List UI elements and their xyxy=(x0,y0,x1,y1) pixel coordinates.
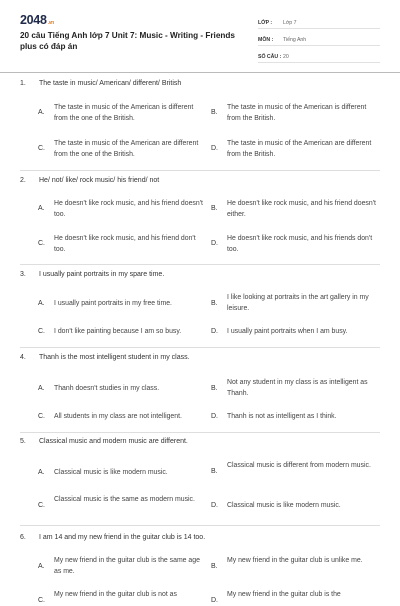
divider xyxy=(20,347,380,348)
worksheet-page: 2048.vn 20 câu Tiếng Anh lớp 7 Unit 7: Music - Writing - Friends plus có đáp án LỚP : Lớp 7 MÔN : Tiếng Anh SỐ CÂU : 20 1. The taste in music/ American/ different/ British A. The taste in music of the American is different from the one of the British. B. The taste in music of the American is different from the British. C. The taste in music of the American are different from the one of the British. D. The taste in music of the American are different from the British. 2. He/ not/ like/ rock music/ his friend/ not A. He doesn't like rock music, and his friend doesn't too. B. He doesn't like rock music, and his friend doesn't either. C. He doesn't like rock music, and his friend don't too. D. He doesn't like rock music, and his friends don't too. 3. I usually paint portraits in my spare time. A. I usually paint portraits in my free time. B. I like looking at portraits in the art gallery in my leisure. C. I don't like painting because I am so busy. D. I usually paint portraits when I am busy. 4. Thanh is the most intelligent student in my class. A. Thanh doesn't studies in my class. B. Not any student in my class is as intelligent as Thanh. C. All students in my class are not intelligent. D. Thanh is not as intelligent as I think. 5. Classical music and modern music are different. A. Classical music is like modern music. B. Classical music is different from modern music. C. Classical music is the same as modern music. D. Classical music is like modern music. 6. I am 14 and my new friend in the guitar club is 14 too. A. My new friend in the guitar club is the same age as me. B. My new friend in the guitar club is unlike me. C. My new friend in the guitar club is not as D. My new friend in the guitar club is the xyxy=(0,0,400,600)
meta-info xyxy=(258,15,380,66)
meta-key: SỐ CÂU : xyxy=(258,54,282,60)
meta-key: LỚP : xyxy=(258,20,273,26)
divider xyxy=(20,525,380,526)
site-logo[interactable] xyxy=(20,13,54,27)
divider xyxy=(20,264,380,265)
meta-value: 20 xyxy=(283,54,289,60)
page-header xyxy=(0,0,400,73)
meta-value: Lớp 7 xyxy=(283,20,297,26)
meta-key: MÔN : xyxy=(258,37,274,43)
divider xyxy=(20,432,380,433)
question-stem: 3. I usually paint portraits in my spare time. xyxy=(20,271,165,278)
logo-suffix: .vn xyxy=(47,20,54,26)
meta-row-subject xyxy=(258,32,380,46)
meta-value: Tiếng Anh xyxy=(283,37,307,43)
question-stem: 6. I am 14 and my new friend in the guitar club is 14 too. xyxy=(20,534,206,541)
divider xyxy=(20,170,380,171)
page-title: 20 câu Tiếng Anh lớp 7 Unit 7: Music - Writing - Friends plus có đáp án xyxy=(20,31,235,51)
question-stem: 4. Thanh is the most intelligent student in my class. xyxy=(20,354,190,361)
logo-text: 2048 xyxy=(20,13,47,27)
question-stem: 1. The taste in music/ American/ different/ British xyxy=(20,80,182,87)
question-stem: 5. Classical music and modern music are different. xyxy=(20,438,188,445)
meta-row-grade xyxy=(258,15,380,29)
question-stem: 2. He/ not/ like/ rock music/ his friend/ not xyxy=(20,177,160,184)
meta-row-count xyxy=(258,49,380,63)
